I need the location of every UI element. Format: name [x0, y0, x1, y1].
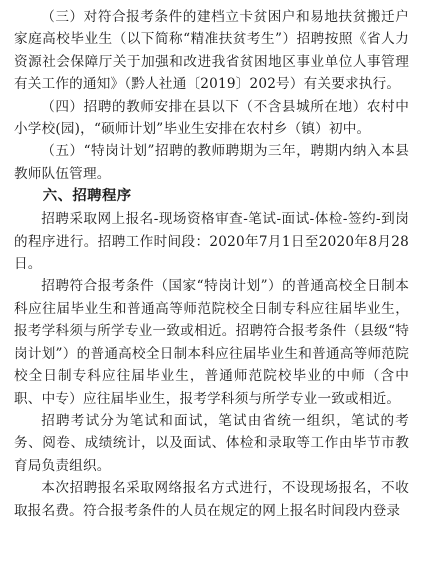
exam-paragraph: 招聘考试分为笔试和面试，笔试由省统一组织，笔试的考务、阅卷、成绩统计，以及面试、体检和录取等工作由毕节市教育局负责组织。: [14, 412, 409, 474]
procedure-paragraph: 招聘采取网上报名-现场资格审查-笔试-面试-体检-签约-到岗的程序进行。招聘工作时间段：2020年7月1日至2020年8月28日。: [14, 211, 409, 273]
registration-paragraph: 本次招聘报名采取网络报名方式进行，不设现场报名，不收取报名费。符合报考条件的人员在规定的网上报名时间段内登录: [14, 480, 409, 519]
eligibility-paragraph: 招聘符合报考条件（国家“特岗计划”）的普通高校全日制本科应往届毕业生和普通高等师范院校全日制专科应往届毕业生，报考学科须与所学专业一致或相近。招聘符合报考条件（县级“特岗计划”）的普通高校全日制本科应往届毕业生和普通高等师范院校全日制专科应往届毕业生，普通师范院校毕业的中师（含中职、中专）应往届毕业生，报考学科须与所学专业一致或相近。: [14, 278, 409, 407]
section-heading: 六、招聘程序: [42, 188, 132, 205]
paragraph-item-3: （三）对符合报考条件的建档立卡贫困户和易地扶贫搬迁户家庭高校毕业生（以下简称“精准扶贫考生”）招聘按照《省人力资源社会保障厅关于加强和改进我省贫困地区事业单位人事管理有关工作的通知》（黔人社通〔2019〕202号）有关要求执行。: [14, 9, 409, 93]
paragraph-item-5: （五）“特岗计划”招聘的教师聘期为三年，聘期内纳入本县教师队伍管理。: [14, 143, 409, 182]
paragraph-item-4: （四）招聘的教师安排在县以下（不含县城所在地）农村中小学校(园)，“硕师计划”毕业生安排在农村乡（镇）初中。: [14, 98, 409, 138]
